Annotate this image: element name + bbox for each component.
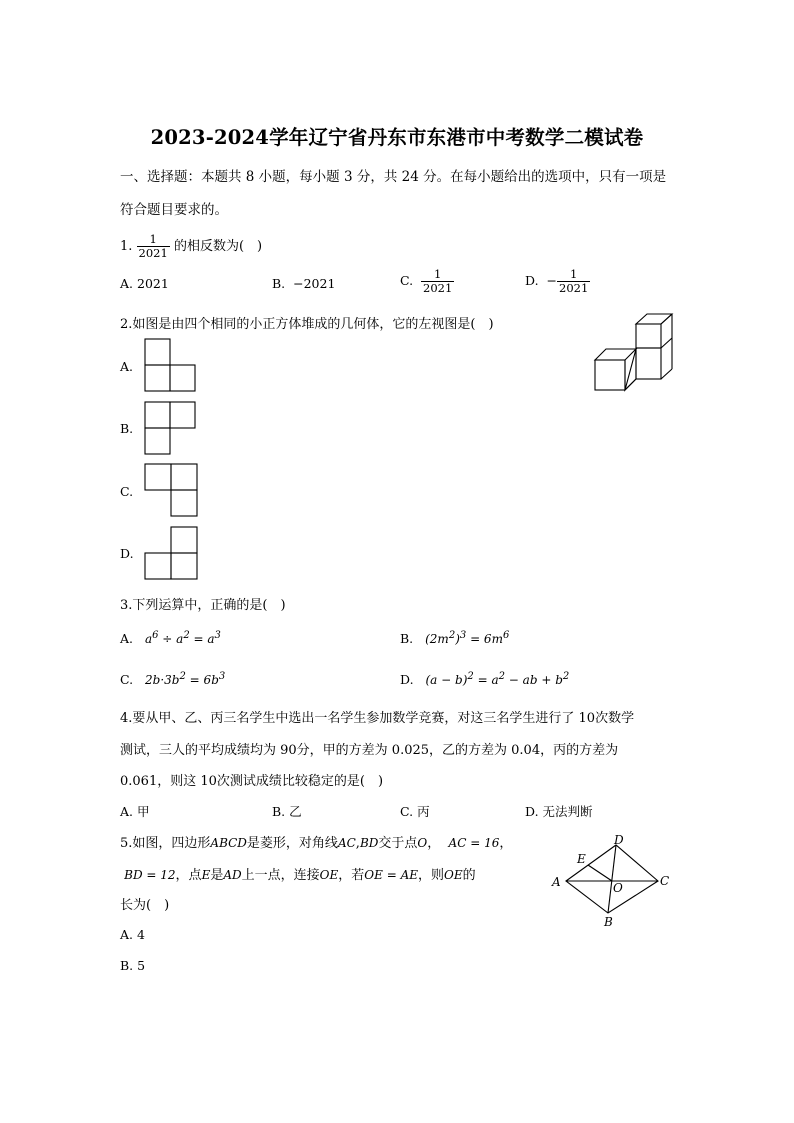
q2-option-d-figure[interactable] <box>144 526 200 582</box>
q5-option-a[interactable]: A. 4 <box>120 927 145 942</box>
q1-option-d[interactable]: D. − $\frac{1}{2021}$ <box>525 267 589 295</box>
q2-option-b-label[interactable]: B. <box>120 421 134 436</box>
page-title: 2023-2024学年辽宁省丹东市东港市中考数学二模试卷 <box>150 126 644 149</box>
q4-option-b[interactable]: B. 乙 <box>272 804 302 819</box>
q3-option-b[interactable]: B. $(2m^2)^3 = 6m^6$ <box>400 630 510 646</box>
q1-option-c[interactable]: C. $\frac{1}{2021}$ <box>400 267 453 295</box>
question-5-line1: 5.如图，四边形ABCD是菱形，对角线AC,BD交于点O， AC = 16， <box>120 836 513 851</box>
q2-option-b-figure[interactable] <box>144 401 198 457</box>
q1-option-a[interactable]: A. 2021 <box>120 276 169 291</box>
q3-option-d[interactable]: D. $(a - b)^2 = a^2$ − ab + $b^2$ <box>400 671 570 687</box>
q2-option-c-figure[interactable] <box>144 463 200 519</box>
q2-option-d-label[interactable]: D. <box>120 546 134 561</box>
q2-option-a-figure[interactable] <box>144 338 198 394</box>
fraction: $\frac{1}{2021}$ <box>138 232 168 260</box>
q1-option-b[interactable]: B. −2021 <box>272 276 336 291</box>
q5-option-b[interactable]: B. 5 <box>120 958 146 973</box>
rhombus-figure <box>552 834 672 929</box>
cube-stack-figure <box>590 312 674 392</box>
question-4-line2: 测试，三人的平均成绩均为 90分，甲的方差为 0.025，乙的方差为 0.04，丙的方差为 <box>120 743 619 758</box>
label-c: C <box>660 874 670 888</box>
q4-option-a[interactable]: A. 甲 <box>120 804 150 819</box>
question-5-line2: BD = 12，点E是AD上一点，连接OE，若OE = AE，则OE的 <box>124 868 476 883</box>
q4-option-c[interactable]: C. 丙 <box>400 804 430 819</box>
question-text: 的相反数为( ) <box>173 239 263 254</box>
label-a: A <box>552 875 561 889</box>
q2-option-c-label[interactable]: C. <box>120 484 134 499</box>
question-4-line3: 0.061，则这 10次测试成绩比较稳定的是( ) <box>120 774 384 789</box>
label-o: O <box>613 881 623 895</box>
label-b: B <box>604 915 613 929</box>
label-e: E <box>577 852 586 866</box>
question-2: 2.如图是由四个相同的小正方体堆成的几何体，它的左视图是( ) <box>120 317 494 332</box>
section-heading-line2: 符合题目要求的。 <box>120 202 228 218</box>
question-1 <box>120 233 262 260</box>
q3-option-c[interactable]: C. $2b\cdot 3b^2 = 6b^3$ <box>120 671 226 687</box>
question-number: 1. <box>120 239 133 254</box>
question-4-line1: 4.要从甲、乙、丙三名学生中选出一名学生参加数学竞赛，对这三名学生进行了 10次数学 <box>120 711 635 726</box>
question-3: 3.下列运算中，正确的是( ) <box>120 598 286 613</box>
q2-option-a-label[interactable]: A. <box>120 359 134 374</box>
label-d: D <box>614 833 624 847</box>
section-heading-line1: 一、选择题：本题共 8 小题，每小题 3 分，共 24 分。在每小题给出的选项中，只有一项是 <box>120 169 667 185</box>
q4-option-d[interactable]: D. 无法判断 <box>525 804 593 819</box>
q3-option-a[interactable]: A. $a^6 \div a^2 = a^3$ <box>120 630 221 646</box>
question-5-line3: 长为( ) <box>120 898 170 913</box>
